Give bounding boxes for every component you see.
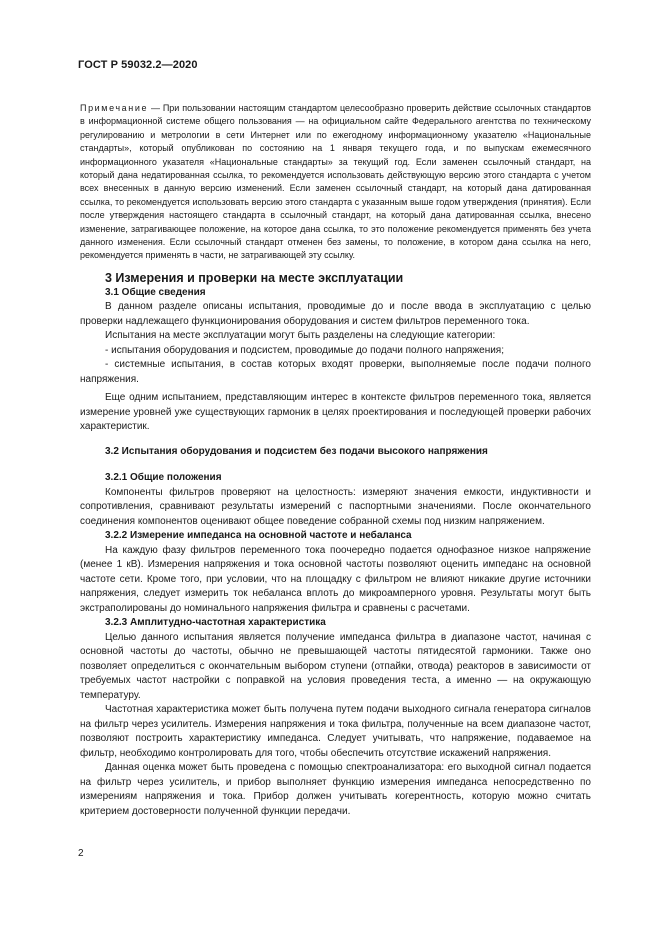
section-3-2-2-heading: 3.2.2 Измерение импеданса на основной частоте и небаланса — [105, 530, 412, 541]
note-paragraph — [80, 102, 591, 263]
section-3-2-1-paragraph-1: Компоненты фильтров проверяют на целостность: измеряют значения емкости, индуктивности и сопротивления, сравнивают результаты измерений с паспортными значениями. После окончательного соединения компонентов оценивают общее поведение собранной схемы под низким напряжением. — [80, 486, 591, 527]
section-3-heading: 3 Измерения и проверки на месте эксплуатации — [105, 271, 404, 285]
list-item-1: - испытания оборудования и подсистем, проводимые до подачи полного напряжения; — [105, 344, 505, 356]
list-item-2: - системные испытания, в состав которых входят проверки, выполняемые после подачи полного напряжения. — [80, 359, 591, 385]
section-3-2-2-paragraph-1: На каждую фазу фильтров переменного тока поочередно подается однофазное низкое напряжение (менее 1 кВ). Измерения напряжения и тока основной частоты позволяют оценить импеданс на основной частоте сети. Кроме того, при условии, что на площадку с фильтром не влияют никакие другие источники напряжения, следует измерить ток небаланса вплоть до микроамперного уровня. Результаты могут быть экстраполированы до номинального напряжения фильтра и сравнены с расчетами. — [80, 544, 591, 614]
section-3-2-3-paragraph-2: Частотная характеристика может быть получена путем подачи выходного сигнала генератора сигналов на фильтр через усилитель. Измерения напряжения и тока фильтра, полученные на всем диапазоне частот, позволяют построить характеристику импеданса. Следует учитывать, что напряжение, подаваемое на фильтр, необходимо контролировать для того, чтобы обеспечить отсутствие искажений напряжения. — [80, 704, 591, 759]
section-3-2-1-heading: 3.2.1 Общие положения — [105, 472, 222, 483]
section-3-2-3-paragraph-3: Данная оценка может быть проведена с помощью спектроанализатора: его выходной сигнал подается на фильтр через усилитель, и прибор выполняет функцию измерения импеданса непосредственно по измерениям напряжения и тока. Прибор должен учитывать когерентность, которую можно считать критерием достоверности полученной функции передачи. — [80, 762, 591, 817]
main-content — [80, 271, 591, 819]
section-3-1-paragraph-3: Еще одним испытанием, представляющим интерес в контексте фильтров переменного тока, является измерение уровней уже существующих гармоник в целях проектирования и последующей проверки рабочих характеристик. — [80, 392, 591, 432]
document-header: ГОСТ Р 59032.2—2020 — [78, 59, 198, 71]
note-label: Примечание — [80, 103, 149, 113]
section-3-1-heading: 3.1 Общие сведения — [105, 286, 206, 298]
reference-note — [80, 102, 591, 263]
page-number: 2 — [78, 848, 84, 859]
section-3-2-3-paragraph-1: Целью данного испытания является получение импеданса фильтра в диапазоне частот, начиная с основной частоты до частоты, обычно не превышающей частоты пятидесятой гармоники. Также оно позволяет определиться с окончательным выбором ступени (отпайки, отвода) реакторов в зависимости от требуемых частот настройки с поправкой на условия проведения теста, а именно — на окружающую температуру. — [80, 631, 591, 701]
section-3-1-paragraph-2: Испытания на месте эксплуатации могут быть разделены на следующие категории: — [105, 330, 496, 341]
note-text: — При пользовании настоящим стандартом целесообразно проверить действие ссылочных стандартов в информационной системе общего пользования — на официальном сайте Федерального агентства по техническому регулированию и метрологии в сети Интернет или по ежегодному информационному указателю «Национальные стандарты», который опубликован по состоянию на 1 января текущего года, и по выпускам ежемесячного информационного указателя «Национальные стандарты» за текущий год. Если заменен ссылочный стандарт, на который дана недатированная ссылка, то рекомендуется использовать действующую версию этого стандарта с учетом всех внесенных в данную версию изменений. Если заменен ссылочный стандарт, на который дана датированная ссылка, то рекомендуется использовать версию этого стандарта с указанным выше годом утверждения (принятия). Если после утверждения настоящего стандарта в ссылочный стандарт, на который дана датированная ссылка, внесено изменение, затрагивающее положение, на которое дана ссылка, то это положение рекомендуется применять без учета данного изменения. Если ссылочный стандарт отменен без замены, то положение, в котором дана ссылка на него, рекомендуется применять в части, не затрагивающей эту ссылку. — [80, 103, 591, 261]
section-3-2-3-heading: 3.2.3 Амплитудно-частотная характеристика — [105, 617, 326, 628]
section-3-1-paragraph-1: В данном разделе описаны испытания, проводимые до и после ввода в эксплуатацию с целью проверки надлежащего функционирования оборудования и систем фильтров переменного тока. — [80, 301, 591, 327]
section-3-2-heading: 3.2 Испытания оборудования и подсистем без подачи высокого напряжения — [105, 445, 488, 457]
